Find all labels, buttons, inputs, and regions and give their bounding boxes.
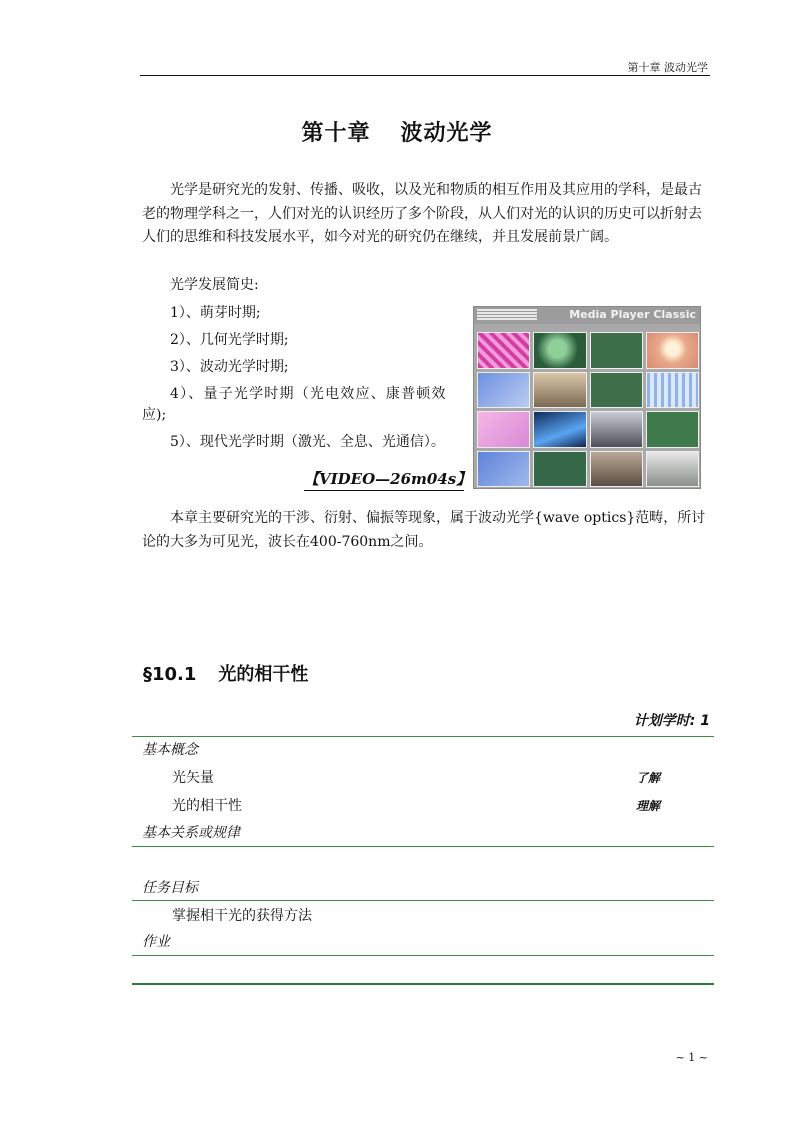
header-rule — [140, 75, 710, 76]
thumbnail-cell — [533, 411, 586, 448]
thumbnail-cell — [477, 411, 530, 448]
table-rule — [132, 846, 714, 847]
section-number: §10.1 — [143, 664, 197, 685]
planned-hours-label: 计划学时: — [633, 713, 696, 729]
file-info-lines — [477, 308, 537, 322]
thumbnail-cell — [590, 332, 643, 369]
homework-header: 作业 — [142, 934, 170, 950]
planned-hours — [634, 710, 710, 730]
thumbnail-cell — [477, 451, 530, 488]
history-item: 3）、波动光学时期; — [170, 359, 289, 375]
thumbnail-cell — [646, 451, 699, 488]
thumbnail-cell — [533, 332, 586, 369]
thumbnail-cell — [590, 451, 643, 488]
intro-paragraph: 光学是研究光的发射、传播、吸收，以及光和物质的相互作用及其应用的学科，是最古老的物理学科之一，人们对光的认识经历了多个阶段，从人们对光的认识的历史可以折射去人们的思维和科技发展水平，如今对光的研究仍在继续，并且发展前景广阔。 — [142, 182, 702, 245]
history-item: 1）、萌芽时期; — [170, 305, 261, 321]
basic-concepts-header: 基本概念 — [142, 742, 198, 758]
history-item-continued: 应); — [142, 407, 167, 423]
thumbnail-cell — [533, 451, 586, 488]
thumbnail-cell — [590, 411, 643, 448]
history-heading: 光学发展简史: — [170, 277, 259, 293]
thumbnail-cell — [646, 332, 699, 369]
history-item: 5）、现代光学时期（激光、全息、光通信）。 — [170, 434, 445, 450]
player-title-bar — [474, 307, 700, 324]
history-item: 4）、量子光学时期（光电效应、康普顿效 — [170, 386, 447, 402]
tasks-header: 任务目标 — [142, 880, 198, 896]
concept-name: 光的相干性 — [172, 798, 242, 814]
thumbnail-cell — [646, 411, 699, 448]
video-link[interactable]: 【VIDEO—26m04s】 — [304, 468, 464, 491]
running-header: 第十章 波动光学 — [627, 61, 708, 74]
chapter-number: 第十章 — [301, 121, 371, 146]
thumbnail-cell — [477, 372, 530, 409]
concept-level: 了解 — [636, 771, 661, 785]
thumbnail-cell — [646, 372, 699, 409]
table-rule — [132, 900, 714, 901]
section-title: 光的相干性 — [218, 664, 309, 685]
chapter-name: 波动光学 — [400, 121, 493, 146]
page-number: ~ 1 ~ — [675, 1051, 708, 1064]
task-item: 掌握相干光的获得方法 — [172, 908, 312, 924]
chapter-scope-paragraph: 本章主要研究光的干涉、衍射、偏振等现象，属于波动光学{wave optics}范畴，所讨论的大多为可见光，波长在400-760nm之间。 — [142, 510, 706, 550]
thumbnail-cell — [477, 332, 530, 369]
planned-hours-value: 1 — [700, 713, 710, 729]
concept-name: 光矢量 — [172, 770, 214, 786]
player-title: Media Player Classic — [569, 308, 696, 321]
history-item: 2）、几何光学时期; — [170, 332, 289, 348]
table-rule — [132, 955, 714, 956]
thumbnail-grid — [477, 332, 699, 487]
thumbnail-cell — [590, 372, 643, 409]
thumbnail-cell — [533, 372, 586, 409]
video-thumbnail[interactable] — [473, 306, 701, 489]
section-heading — [143, 660, 308, 686]
table-rule — [132, 736, 714, 737]
concept-level: 理解 — [636, 799, 661, 813]
relations-header: 基本关系或规律 — [142, 825, 240, 841]
chapter-title — [0, 116, 794, 147]
table-bottom-rule — [132, 983, 714, 985]
